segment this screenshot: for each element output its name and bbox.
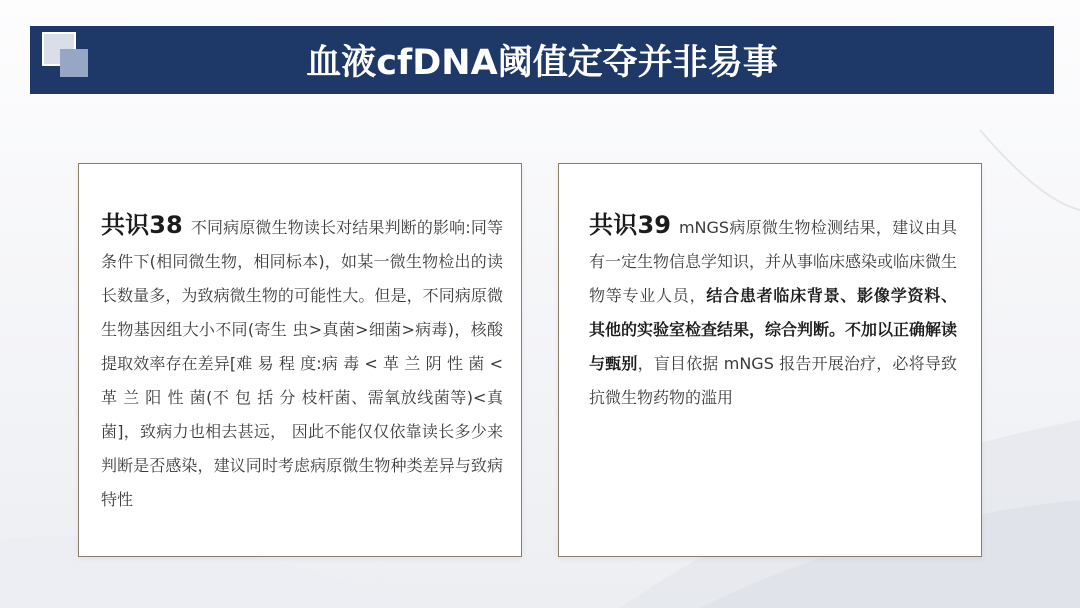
- consensus-38-text: 不同病原微生物读长对结果判断的影响:同等条件下(相同微生物，相同标本)，如某一微生物检出的读长数量多，为致病微生物的可能性大。但是，不同病原微生物基因组大小不同(寄生 虫>真菌>细菌>病毒)，核酸提取效率存在差异[难 易 程 度:病 毒 < 革 兰 阴 性 菌 < 革 兰 阳 性 菌(不 包 括 分 枝杆菌、需氧放线菌等)<真菌]，致病力也相去甚远， 因此不能仅仅依靠读长多少来判断是否感染，建议同时考虑病原微生物种类差异与致病特性: [101, 218, 503, 509]
- consensus-38-heading: 共识38: [101, 211, 183, 239]
- consensus-39-text-2: ，盲目依据 mNGS 报告开展治疗，必将导致抗微生物药物的滥用: [589, 354, 957, 407]
- title-bar: [30, 26, 1054, 94]
- consensus-39-heading: 共识39: [589, 211, 671, 239]
- consensus-39-card: [558, 163, 982, 557]
- consensus-39-bold-text: 结合患者临床背景、影像学资料、其他的实验室检查结果，综合判断。不加以正确解读与甄别: [589, 286, 958, 373]
- consensus-38-body: [101, 208, 503, 517]
- consensus-38-card: [78, 163, 522, 557]
- consensus-39-text-1: mNGS病原微生物检测结果，建议由具有一定生物信息学知识，并从事临床感染或临床微生物等专业人员，: [589, 218, 958, 305]
- page-title: 血液cfDNA阈值定夺并非易事: [306, 43, 778, 83]
- decorative-square-front: [60, 49, 88, 77]
- consensus-39-body: [589, 208, 957, 415]
- decorative-squares-icon: [42, 32, 92, 82]
